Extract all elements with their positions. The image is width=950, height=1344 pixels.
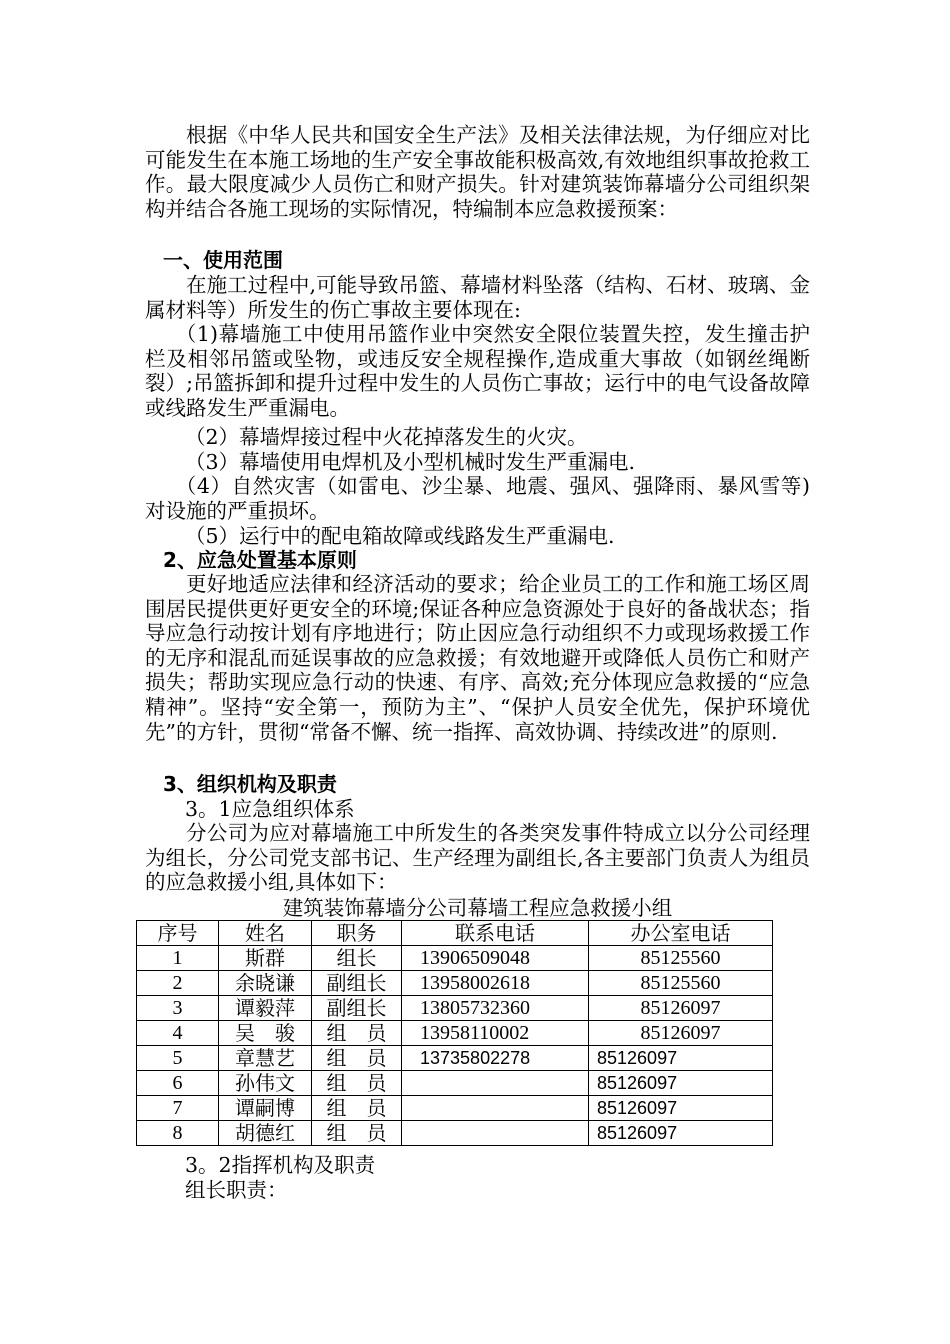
cell-name: 胡德红 — [219, 1121, 312, 1146]
section1-item4: （4）自然灾害（如雷电、沙尘暴、地震、强风、强降雨、暴风雪等)对设施的严重损坏。 — [145, 474, 810, 523]
section1-paragraph: 在施工过程中,可能导致吊篮、幕墙材料坠落（结构、石材、玻璃、金属材料等）所发生的伤亡事故主要体现在: — [145, 273, 810, 322]
cell-no: 8 — [137, 1121, 219, 1146]
section3-sub1: 3。1应急组织体系 — [185, 797, 355, 821]
intro-paragraph: 根据《中华人民共和国安全生产法》及相关法律法规，为仔细应对比可能发生在本施工场地的生产安全事故能积极高效,有效地组织事故抢救工作。最大限度减少人员伤亡和财产损失。针对建筑装饰幕墙分公司组织架构并结合各施工现场的实际情况，特编制本应急救援预案： — [145, 123, 810, 221]
table-row — [137, 1121, 773, 1146]
rescue-team-table — [136, 920, 773, 1146]
section3-paragraph: 分公司为应对幕墙施工中所发生的各类突发事件特成立以分公司经理为组长，分公司党支部书记、生产经理为副组长,各主要部门负责人为组员的应急救援小组,具体如下： — [145, 821, 810, 895]
table-row — [137, 1046, 773, 1071]
cell-name: 斯群 — [219, 946, 312, 971]
table-row — [137, 971, 773, 996]
table-row — [137, 1071, 773, 1096]
cell-phone: 13906509048 — [402, 946, 589, 971]
cell-no: 1 — [137, 946, 219, 971]
cell-no: 5 — [137, 1046, 219, 1071]
cell-phone — [402, 1121, 589, 1146]
cell-role: 组 员 — [312, 1046, 402, 1071]
cell-phone: 13958110002 — [402, 1021, 589, 1046]
cell-office: 85126097 — [589, 1096, 773, 1121]
section1-item3: （3）幕墙使用电焊机及小型机械时发生严重漏电. — [185, 450, 636, 474]
table-row — [137, 996, 773, 1021]
cell-no: 2 — [137, 971, 219, 996]
cell-role: 组 员 — [312, 1021, 402, 1046]
header-name: 姓名 — [219, 921, 312, 946]
cell-role: 组 员 — [312, 1121, 402, 1146]
cell-office: 85125560 — [589, 971, 773, 996]
cell-no: 6 — [137, 1071, 219, 1096]
cell-office: 85126097 — [589, 1021, 773, 1046]
section1-item1: （1)幕墙施工中使用吊篮作业中突然安全限位装置失控，发生撞击护栏及相邻吊篮或坠物，或违反安全规程操作,造成重大事故（如钢丝绳断裂）;吊篮拆卸和提升过程中发生的人员伤亡事故；运行中的电气设备故障或线路发生严重漏电。 — [145, 322, 810, 420]
section1-block — [145, 273, 810, 322]
section2-heading: 2、应急处置基本原则 — [163, 548, 357, 572]
header-role: 职务 — [312, 921, 402, 946]
section3-sub2: 3。2指挥机构及职责 — [185, 1153, 376, 1177]
header-no: 序号 — [137, 921, 219, 946]
table-row — [137, 946, 773, 971]
cell-office: 85126097 — [589, 996, 773, 1021]
cell-role: 副组长 — [312, 996, 402, 1021]
cell-phone: 13735802278 — [402, 1046, 589, 1071]
section2-block — [145, 572, 810, 744]
section2-paragraph: 更好地适应法律和经济活动的要求；给企业员工的工作和施工场区周围居民提供更好更安全的环境;保证各种应急资源处于良好的备战状态；指导应急行动按计划有序地进行；防止因应急行动组织不力或现场救援工作的无序和混乱而延误事故的应急救援；有效地避开或降低人员伤亡和财产损失；帮助实现应急行动的快速、有序、高效;充分体现应急救援的“应急精神”。坚持“安全第一，预防为主”、“保护人员安全优先，保护环境优先”的方针，贯彻“常备不懈、统一指挥、高效协调、持续改进”的原则. — [145, 572, 810, 744]
intro-block — [145, 123, 810, 221]
cell-no: 4 — [137, 1021, 219, 1046]
cell-phone: 13958002618 — [402, 971, 589, 996]
header-phone: 联系电话 — [402, 921, 589, 946]
section1-heading: 一、使用范围 — [163, 248, 283, 272]
cell-office: 85126097 — [589, 1121, 773, 1146]
cell-name: 谭毅萍 — [219, 996, 312, 1021]
cell-phone — [402, 1096, 589, 1121]
table-header-row — [137, 921, 773, 946]
section1-item2: （2）幕墙焊接过程中火花掉落发生的火灾。 — [185, 425, 588, 449]
table-caption: 建筑装饰幕墙分公司幕墙工程应急救援小组 — [282, 896, 673, 920]
table-row — [137, 1021, 773, 1046]
cell-name: 吴 骏 — [219, 1021, 312, 1046]
section1-item1-block — [145, 322, 810, 420]
section1-item5: （5）运行中的配电箱故障或线路发生严重漏电. — [185, 524, 615, 548]
cell-office: 85125560 — [589, 946, 773, 971]
cell-no: 7 — [137, 1096, 219, 1121]
header-office: 办公室电话 — [589, 921, 773, 946]
cell-phone: 13805732360 — [402, 996, 589, 1021]
cell-name: 孙伟文 — [219, 1071, 312, 1096]
leader-duty-label: 组长职责： — [185, 1178, 288, 1202]
cell-name: 谭嗣博 — [219, 1096, 312, 1121]
section3-heading: 3、组织机构及职责 — [163, 772, 337, 796]
cell-phone — [402, 1071, 589, 1096]
cell-name: 余晓谦 — [219, 971, 312, 996]
cell-role: 组长 — [312, 946, 402, 971]
cell-office: 85126097 — [589, 1071, 773, 1096]
section1-item4-block — [145, 474, 810, 523]
table-row — [137, 1096, 773, 1121]
cell-role: 组 员 — [312, 1071, 402, 1096]
section3-block — [145, 821, 810, 895]
cell-no: 3 — [137, 996, 219, 1021]
cell-office: 85126097 — [589, 1046, 773, 1071]
cell-role: 副组长 — [312, 971, 402, 996]
cell-role: 组 员 — [312, 1096, 402, 1121]
cell-name: 章慧艺 — [219, 1046, 312, 1071]
